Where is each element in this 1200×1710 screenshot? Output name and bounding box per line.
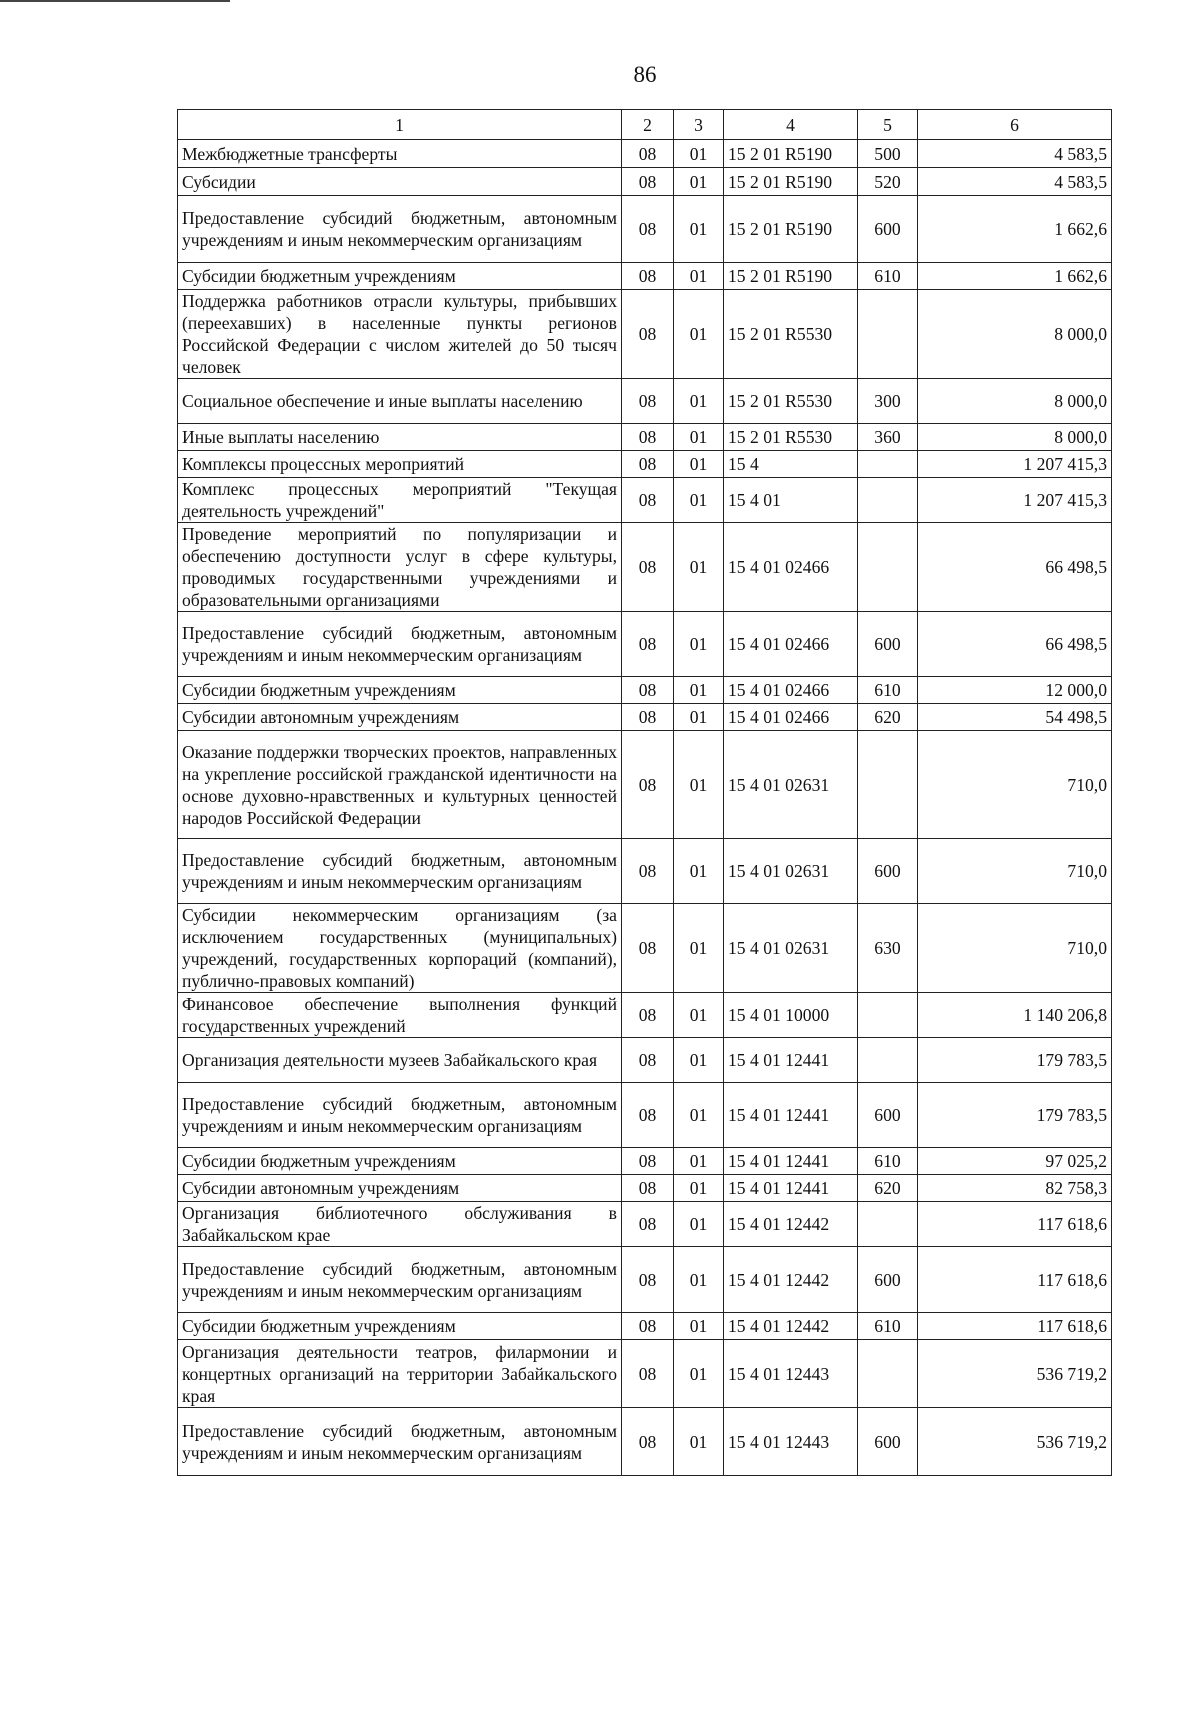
row-amount: 97 025,2 <box>918 1148 1112 1175</box>
row-amount: 710,0 <box>918 839 1112 904</box>
column-header: 5 <box>858 110 918 140</box>
row-name: Поддержка работников отрасли культуры, прибывших (переехавших) в населенные пункты регионов Российской Федерации с числом жителей до 50 тысяч человек <box>178 290 622 379</box>
row-target-article: 15 2 01 R5530 <box>724 424 858 451</box>
row-section: 08 <box>622 478 674 523</box>
row-subsection: 01 <box>674 839 724 904</box>
row-subsection: 01 <box>674 1175 724 1202</box>
row-target-article: 15 4 01 12442 <box>724 1247 858 1313</box>
row-subsection: 01 <box>674 1408 724 1476</box>
row-subsection: 01 <box>674 1038 724 1083</box>
column-header: 2 <box>622 110 674 140</box>
row-name: Субсидии бюджетным учреждениям <box>178 263 622 290</box>
row-target-article: 15 4 01 02631 <box>724 731 858 839</box>
table-row <box>178 290 1112 379</box>
row-name: Иные выплаты населению <box>178 424 622 451</box>
row-subsection: 01 <box>674 1313 724 1340</box>
row-amount: 536 719,2 <box>918 1408 1112 1476</box>
row-expense-type <box>858 1038 918 1083</box>
row-name: Субсидии автономным учреждениям <box>178 1175 622 1202</box>
table-row <box>178 993 1112 1038</box>
table-row <box>178 168 1112 196</box>
row-name: Субсидии автономным учреждениям <box>178 704 622 731</box>
row-target-article: 15 4 01 02631 <box>724 839 858 904</box>
row-subsection: 01 <box>674 263 724 290</box>
row-subsection: 01 <box>674 478 724 523</box>
row-target-article: 15 4 01 12443 <box>724 1340 858 1408</box>
row-name: Предоставление субсидий бюджетным, автономным учреждениям и иным некоммерческим организациям <box>178 196 622 263</box>
row-subsection: 01 <box>674 677 724 704</box>
row-name: Предоставление субсидий бюджетным, автономным учреждениям и иным некоммерческим организациям <box>178 1408 622 1476</box>
row-section: 08 <box>622 379 674 424</box>
row-section: 08 <box>622 1247 674 1313</box>
row-expense-type: 360 <box>858 424 918 451</box>
row-subsection: 01 <box>674 1202 724 1247</box>
row-amount: 179 783,5 <box>918 1038 1112 1083</box>
table-row <box>178 523 1112 612</box>
table-row <box>178 451 1112 478</box>
row-section: 08 <box>622 196 674 263</box>
table-row <box>178 1038 1112 1083</box>
row-target-article: 15 2 01 R5190 <box>724 196 858 263</box>
row-section: 08 <box>622 839 674 904</box>
row-section: 08 <box>622 1083 674 1148</box>
row-name: Организация библиотечного обслуживания в Забайкальском крае <box>178 1202 622 1247</box>
row-section: 08 <box>622 993 674 1038</box>
row-expense-type: 610 <box>858 1148 918 1175</box>
row-target-article: 15 4 01 12441 <box>724 1038 858 1083</box>
row-subsection: 01 <box>674 1340 724 1408</box>
row-expense-type <box>858 478 918 523</box>
row-amount: 1 207 415,3 <box>918 451 1112 478</box>
row-target-article: 15 2 01 R5530 <box>724 290 858 379</box>
row-subsection: 01 <box>674 1083 724 1148</box>
row-target-article: 15 4 01 12441 <box>724 1148 858 1175</box>
table-row <box>178 379 1112 424</box>
table-row <box>178 140 1112 168</box>
table-row <box>178 612 1112 677</box>
column-header: 4 <box>724 110 858 140</box>
row-subsection: 01 <box>674 523 724 612</box>
table-row <box>178 1202 1112 1247</box>
row-subsection: 01 <box>674 704 724 731</box>
table-row <box>178 731 1112 839</box>
row-target-article: 15 4 01 02466 <box>724 523 858 612</box>
row-amount: 4 583,5 <box>918 168 1112 196</box>
row-subsection: 01 <box>674 290 724 379</box>
row-name: Финансовое обеспечение выполнения функций государственных учреждений <box>178 993 622 1038</box>
table-row <box>178 1148 1112 1175</box>
row-expense-type <box>858 993 918 1038</box>
row-expense-type: 610 <box>858 677 918 704</box>
row-section: 08 <box>622 1202 674 1247</box>
row-subsection: 01 <box>674 451 724 478</box>
table-row <box>178 1408 1112 1476</box>
row-target-article: 15 4 01 12441 <box>724 1083 858 1148</box>
row-name: Организация деятельности музеев Забайкальского края <box>178 1038 622 1083</box>
row-name: Субсидии некоммерческим организациям (за исключением государственных (муниципальных) учреждений, государственных корпораций (компаний), публично-правовых компаний) <box>178 904 622 993</box>
row-section: 08 <box>622 731 674 839</box>
row-amount: 66 498,5 <box>918 612 1112 677</box>
row-expense-type <box>858 1340 918 1408</box>
row-section: 08 <box>622 263 674 290</box>
row-amount: 54 498,5 <box>918 704 1112 731</box>
row-subsection: 01 <box>674 1148 724 1175</box>
row-amount: 1 207 415,3 <box>918 478 1112 523</box>
row-target-article: 15 4 01 12443 <box>724 1408 858 1476</box>
row-name: Межбюджетные трансферты <box>178 140 622 168</box>
row-amount: 4 583,5 <box>918 140 1112 168</box>
row-target-article: 15 4 01 12441 <box>724 1175 858 1202</box>
row-target-article: 15 4 01 02631 <box>724 904 858 993</box>
row-expense-type <box>858 523 918 612</box>
row-amount: 117 618,6 <box>918 1202 1112 1247</box>
row-name: Комплексы процессных мероприятий <box>178 451 622 478</box>
row-subsection: 01 <box>674 168 724 196</box>
row-name: Предоставление субсидий бюджетным, автономным учреждениям и иным некоммерческим организациям <box>178 612 622 677</box>
row-target-article: 15 4 01 12442 <box>724 1313 858 1340</box>
row-section: 08 <box>622 523 674 612</box>
column-header: 3 <box>674 110 724 140</box>
row-expense-type: 600 <box>858 1408 918 1476</box>
row-amount: 117 618,6 <box>918 1247 1112 1313</box>
row-expense-type: 610 <box>858 1313 918 1340</box>
row-subsection: 01 <box>674 993 724 1038</box>
row-subsection: 01 <box>674 196 724 263</box>
row-expense-type <box>858 731 918 839</box>
row-section: 08 <box>622 904 674 993</box>
row-expense-type <box>858 451 918 478</box>
table-row <box>178 263 1112 290</box>
row-subsection: 01 <box>674 731 724 839</box>
row-subsection: 01 <box>674 1247 724 1313</box>
table-row <box>178 478 1112 523</box>
row-section: 08 <box>622 168 674 196</box>
row-section: 08 <box>622 1038 674 1083</box>
table-row <box>178 1340 1112 1408</box>
row-target-article: 15 2 01 R5190 <box>724 263 858 290</box>
row-target-article: 15 4 01 12442 <box>724 1202 858 1247</box>
row-target-article: 15 2 01 R5190 <box>724 140 858 168</box>
table-row <box>178 904 1112 993</box>
row-expense-type: 620 <box>858 704 918 731</box>
row-amount: 710,0 <box>918 904 1112 993</box>
row-amount: 1 662,6 <box>918 196 1112 263</box>
table-row <box>178 839 1112 904</box>
table-row <box>178 1175 1112 1202</box>
row-section: 08 <box>622 1148 674 1175</box>
table-row <box>178 1247 1112 1313</box>
row-expense-type <box>858 290 918 379</box>
row-section: 08 <box>622 290 674 379</box>
row-amount: 82 758,3 <box>918 1175 1112 1202</box>
row-section: 08 <box>622 1340 674 1408</box>
row-expense-type: 630 <box>858 904 918 993</box>
row-section: 08 <box>622 1408 674 1476</box>
table-row <box>178 704 1112 731</box>
row-amount: 12 000,0 <box>918 677 1112 704</box>
row-expense-type: 600 <box>858 839 918 904</box>
table-row <box>178 677 1112 704</box>
row-target-article: 15 4 01 02466 <box>724 677 858 704</box>
page-number: 86 <box>633 62 657 87</box>
row-amount: 8 000,0 <box>918 379 1112 424</box>
row-section: 08 <box>622 1175 674 1202</box>
row-expense-type: 620 <box>858 1175 918 1202</box>
row-name: Предоставление субсидий бюджетным, автономным учреждениям и иным некоммерческим организациям <box>178 1083 622 1148</box>
row-name: Оказание поддержки творческих проектов, направленных на укрепление российской гражданской идентичности на основе духовно-нравственных и культурных ценностей народов Российской Федерации <box>178 731 622 839</box>
table-row <box>178 1313 1112 1340</box>
row-name: Предоставление субсидий бюджетным, автономным учреждениям и иным некоммерческим организациям <box>178 1247 622 1313</box>
row-target-article: 15 2 01 R5190 <box>724 168 858 196</box>
row-name: Социальное обеспечение и иные выплаты населению <box>178 379 622 424</box>
row-amount: 8 000,0 <box>918 424 1112 451</box>
row-amount: 179 783,5 <box>918 1083 1112 1148</box>
row-name: Проведение мероприятий по популяризации и обеспечению доступности услуг в сфере культуры, проводимых государственными учреждениями и образовательными организациями <box>178 523 622 612</box>
row-amount: 1 140 206,8 <box>918 993 1112 1038</box>
row-amount: 710,0 <box>918 731 1112 839</box>
row-subsection: 01 <box>674 904 724 993</box>
row-section: 08 <box>622 704 674 731</box>
row-name: Субсидии бюджетным учреждениям <box>178 1313 622 1340</box>
row-name: Комплекс процессных мероприятий "Текущая деятельность учреждений" <box>178 478 622 523</box>
column-header: 1 <box>178 110 622 140</box>
row-expense-type: 300 <box>858 379 918 424</box>
budget-table <box>177 109 1112 1476</box>
row-expense-type: 600 <box>858 1247 918 1313</box>
row-section: 08 <box>622 451 674 478</box>
row-amount: 1 662,6 <box>918 263 1112 290</box>
row-target-article: 15 4 01 02466 <box>724 704 858 731</box>
row-target-article: 15 4 01 10000 <box>724 993 858 1038</box>
row-expense-type: 500 <box>858 140 918 168</box>
row-section: 08 <box>622 1313 674 1340</box>
row-name: Организация деятельности театров, филармонии и концертных организаций на территории Забайкальского края <box>178 1340 622 1408</box>
row-subsection: 01 <box>674 612 724 677</box>
row-expense-type: 610 <box>858 263 918 290</box>
row-section: 08 <box>622 612 674 677</box>
row-target-article: 15 4 01 02466 <box>724 612 858 677</box>
row-section: 08 <box>622 140 674 168</box>
row-section: 08 <box>622 424 674 451</box>
row-expense-type: 600 <box>858 612 918 677</box>
row-target-article: 15 4 01 <box>724 478 858 523</box>
row-name: Субсидии бюджетным учреждениям <box>178 1148 622 1175</box>
table-header-row <box>178 110 1112 140</box>
table-row <box>178 196 1112 263</box>
row-subsection: 01 <box>674 140 724 168</box>
row-name: Субсидии бюджетным учреждениям <box>178 677 622 704</box>
row-target-article: 15 4 <box>724 451 858 478</box>
row-section: 08 <box>622 677 674 704</box>
row-amount: 117 618,6 <box>918 1313 1112 1340</box>
row-expense-type: 520 <box>858 168 918 196</box>
row-target-article: 15 2 01 R5530 <box>724 379 858 424</box>
row-amount: 536 719,2 <box>918 1340 1112 1408</box>
row-name: Предоставление субсидий бюджетным, автономным учреждениям и иным некоммерческим организациям <box>178 839 622 904</box>
row-expense-type <box>858 1202 918 1247</box>
table-body <box>178 140 1112 1476</box>
scan-artifact-line <box>0 0 230 2</box>
row-name: Субсидии <box>178 168 622 196</box>
column-header: 6 <box>918 110 1112 140</box>
table-row <box>178 424 1112 451</box>
row-subsection: 01 <box>674 424 724 451</box>
row-amount: 66 498,5 <box>918 523 1112 612</box>
table-row <box>178 1083 1112 1148</box>
row-expense-type: 600 <box>858 1083 918 1148</box>
row-subsection: 01 <box>674 379 724 424</box>
row-amount: 8 000,0 <box>918 290 1112 379</box>
row-expense-type: 600 <box>858 196 918 263</box>
